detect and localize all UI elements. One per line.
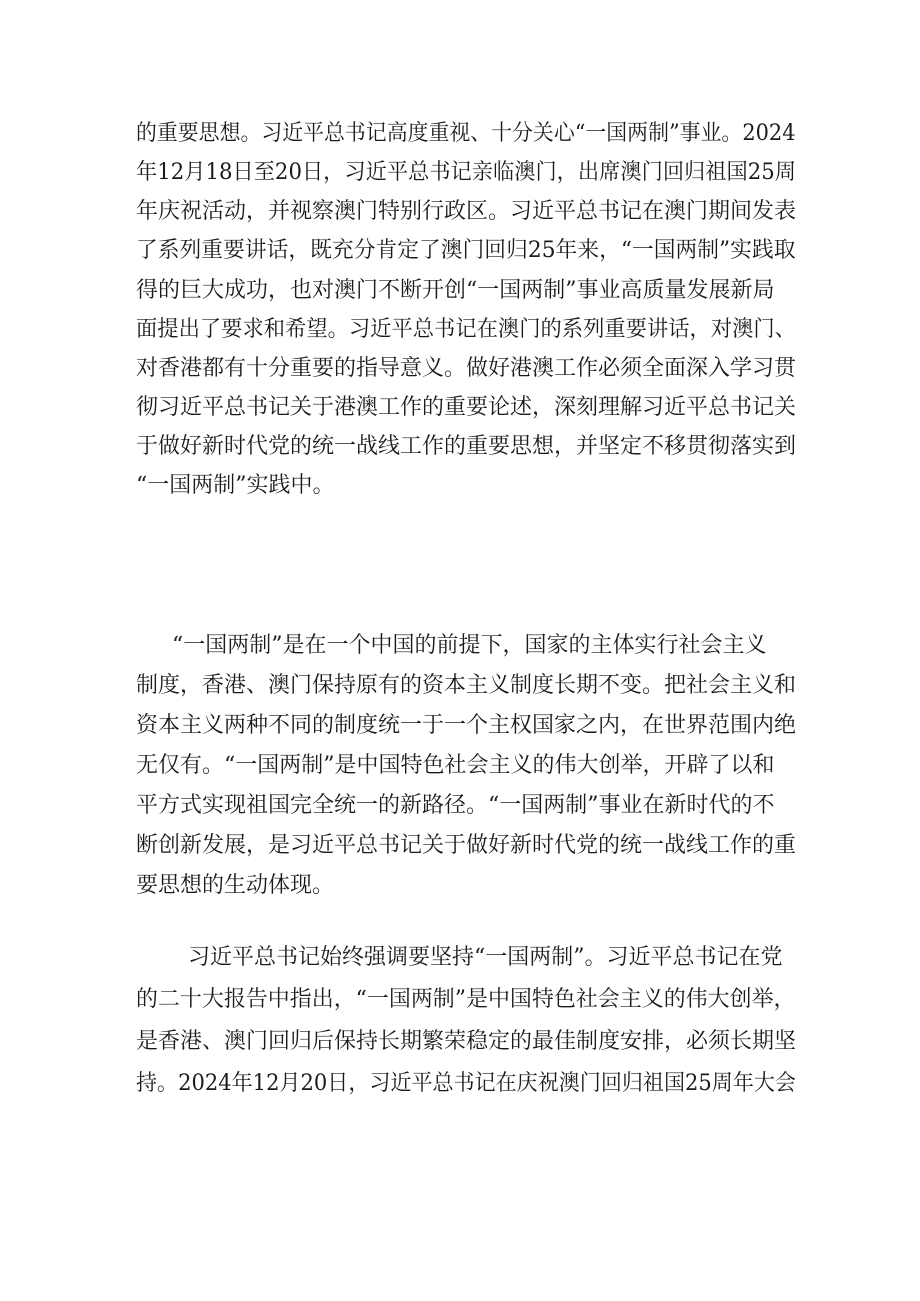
paragraph-line: 年庆祝活动，并视察澳门特别行政区。习近平总书记在澳门期间发表 (136, 199, 797, 224)
paragraph-line: 面提出了要求和希望。习近平总书记在澳门的系列重要讲话，对澳门、 (136, 317, 796, 342)
paragraph-line: 得的巨大成功，也对澳门不断开创“一国两制”事业高质量发展新局 (136, 278, 775, 303)
paragraph-line: 要思想的生动体现。 (136, 873, 335, 898)
paragraph-line: 无仅有。“一国两制”是中国特色社会主义的伟大创举，开辟了以和 (136, 753, 775, 778)
paragraph-line: 对香港都有十分重要的指导意义。做好港澳工作必须全面深入学习贯 (136, 356, 797, 381)
paragraph-line: 的重要思想。习近平总书记高度重视、十分关心“一国两制”事业。2024 (136, 121, 796, 146)
paragraph-line: 资本主义两种不同的制度统一于一个主权国家之内，在世界范围内绝 (136, 713, 797, 738)
paragraph-line: 的二十大报告中指出，“一国两制”是中国特色社会主义的伟大创举， (136, 987, 796, 1012)
paragraph-line: 彻习近平总书记关于港澳工作的重要论述，深刻理解习近平总书记关 (136, 395, 797, 420)
paragraph-line: 年12月18日至20日，习近平总书记亲临澳门，出席澳门回归祖国25周 (136, 160, 796, 185)
paragraph-line: “一国两制”是在一个中国的前提下，国家的主体实行社会主义 (172, 633, 767, 658)
paragraph-line: 持。2024年12月20日，习近平总书记在庆祝澳门回归祖国25周年大会 (136, 1071, 796, 1096)
paragraph-line: 断创新发展，是习近平总书记关于做好新时代党的统一战线工作的重 (136, 833, 797, 858)
paragraph-line: 平方式实现祖国完全统一的新路径。“一国两制”事业在新时代的不 (136, 793, 775, 818)
paragraph-line: “一国两制”实践中。 (136, 473, 335, 498)
paragraph-line: 习近平总书记始终强调要坚持“一国两制”。习近平总书记在党 (188, 945, 783, 970)
paragraph-line: 制度，香港、澳门保持原有的资本主义制度长期不变。把社会主义和 (136, 673, 797, 698)
paragraph-line: 于做好新时代党的统一战线工作的重要思想，并坚定不移贯彻落实到 (136, 434, 797, 459)
paragraph-line: 是香港、澳门回归后保持长期繁荣稳定的最佳制度安排，必须长期坚 (136, 1029, 797, 1054)
paragraph-line: 了系列重要讲话，既充分肯定了澳门回归25年来，“一国两制”实践取 (136, 238, 796, 263)
